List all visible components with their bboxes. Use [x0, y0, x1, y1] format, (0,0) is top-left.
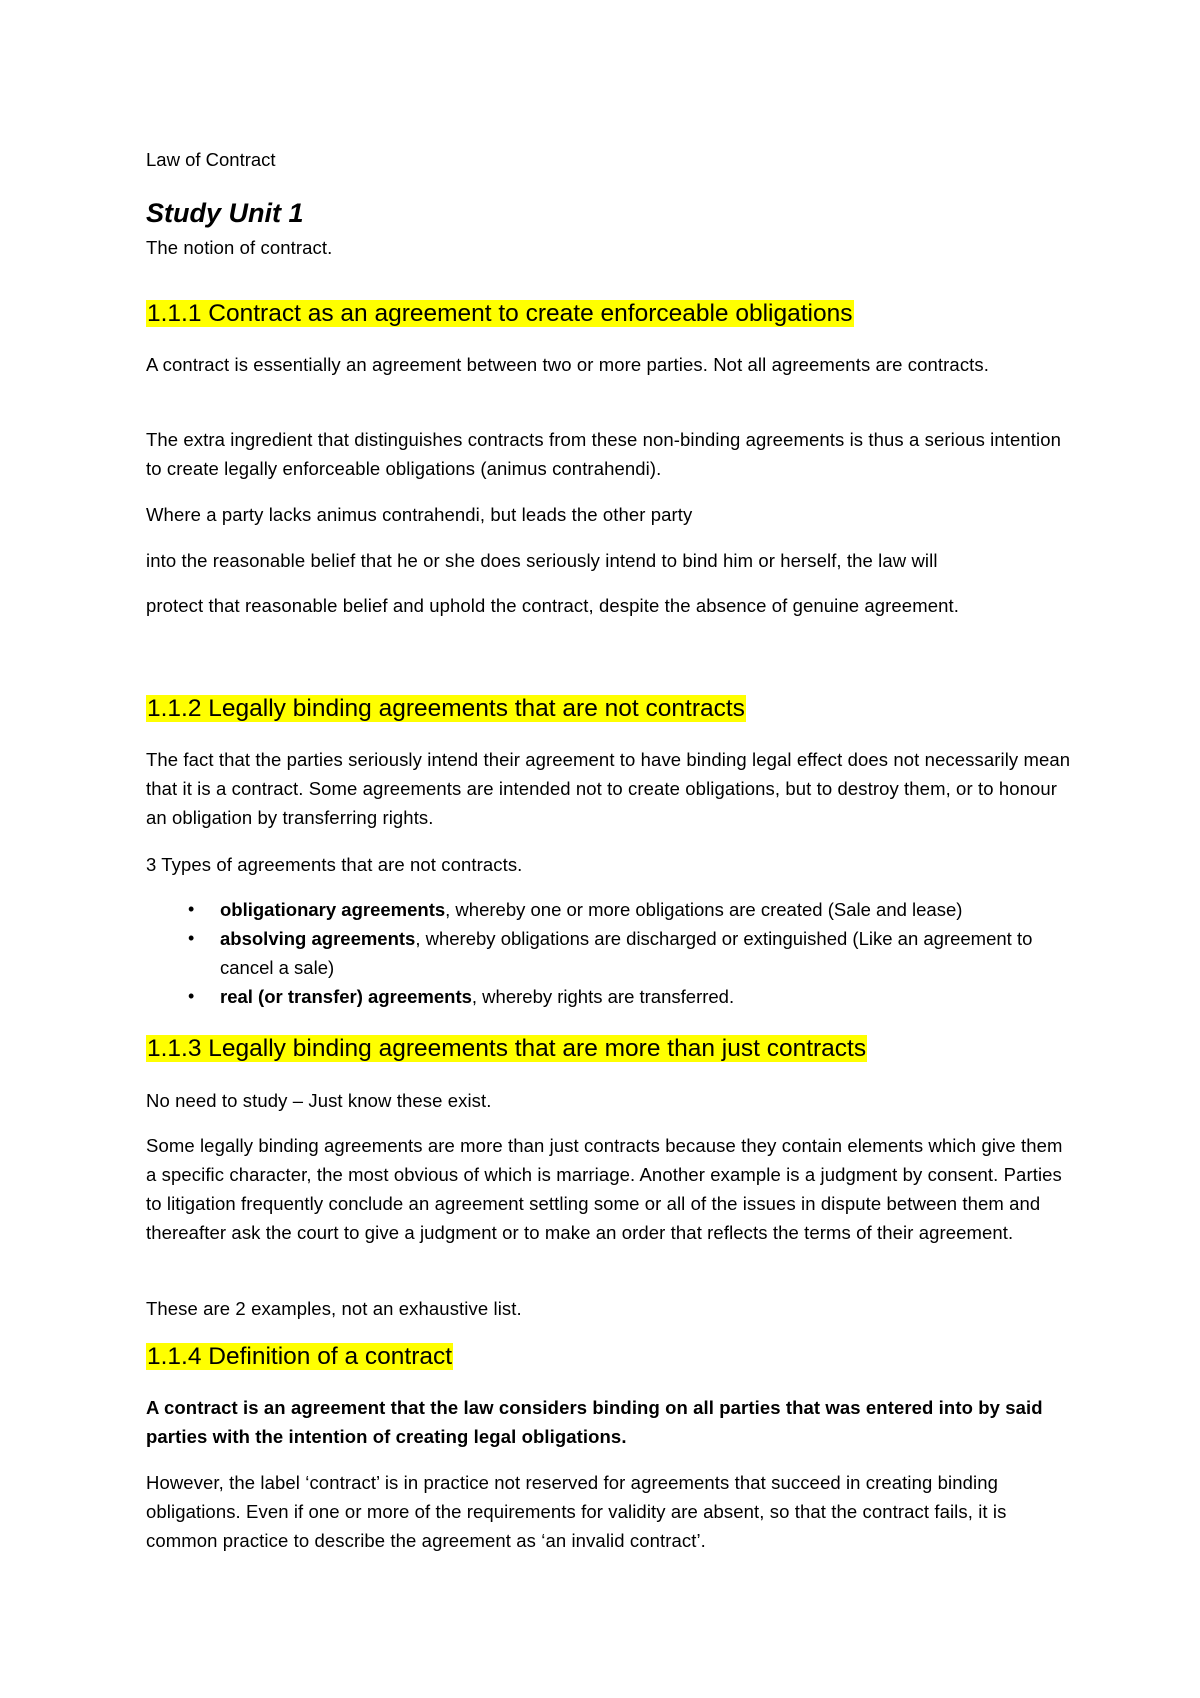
unit-title: Study Unit 1	[146, 198, 304, 228]
heading-highlight: 1.1.4 Definition of a contract	[147, 1343, 453, 1370]
bullet-term: real (or transfer) agreements	[220, 986, 472, 1007]
bullet-text: , whereby rights are transferred.	[471, 986, 735, 1007]
paragraph: The fact that the parties seriously intend their agreement to have binding legal effect does not necessarily mean that it is a contract. Some agreements are intended not to create obligations, but to destroy them, or to honour an obligation by transferring rights.	[146, 749, 1071, 828]
subtitle: The notion of contract.	[146, 237, 333, 258]
bullet-icon: •	[188, 899, 195, 919]
paragraph: However, the label ‘contract’ is in practice not reserved for agreements that succeed in creating binding obligations. Even if one or more of the requirements for validity are absent, so that the contract fails, it is common practice to describe the agreement as ‘an invalid contract’.	[146, 1472, 1007, 1551]
section-heading-1-1-1	[146, 297, 1076, 331]
bullet-text: , whereby one or more obligations are created (Sale and lease)	[445, 899, 963, 920]
paragraph: No need to study – Just know these exist.	[146, 1090, 492, 1111]
list-item	[146, 895, 1076, 924]
section-heading-1-1-3	[146, 1032, 1076, 1066]
heading-highlight: 1.1.1 Contract as an agreement to create enforceable obligations	[147, 300, 853, 327]
paragraph: Some legally binding agreements are more than just contracts because they contain elements which give them a specific character, the most obvious of which is marriage. Another example is a judgment by consent. Parties to litigation frequently conclude an agreement settling some or all of the issues in dispute between them and thereafter ask the court to give a judgment or to make an order that reflects the terms of their agreement.	[146, 1135, 1063, 1243]
bullet-icon: •	[188, 928, 195, 948]
paragraph: protect that reasonable belief and uphold the contract, despite the absence of genuine agreement.	[146, 595, 959, 616]
document-title: Law of Contract	[146, 149, 276, 170]
list-item	[146, 982, 1076, 1011]
bullet-term: absolving agreements	[220, 928, 416, 949]
bullet-icon: •	[188, 986, 195, 1006]
paragraph: 3 Types of agreements that are not contracts.	[146, 854, 523, 875]
heading-highlight: 1.1.3 Legally binding agreements that are more than just contracts	[147, 1035, 867, 1062]
bullet-list	[146, 895, 1076, 1011]
paragraph: Where a party lacks animus contrahendi, but leads the other party	[146, 504, 693, 525]
heading-highlight: 1.1.2 Legally binding agreements that are not contracts	[147, 695, 745, 722]
section-heading-1-1-2	[146, 692, 1076, 726]
bullet-term: obligationary agreements	[220, 899, 446, 920]
paragraph: into the reasonable belief that he or she does seriously intend to bind him or herself, the law will	[146, 550, 938, 571]
list-item	[146, 924, 1076, 982]
section-heading-1-1-4	[146, 1340, 1076, 1374]
paragraph: A contract is essentially an agreement between two or more parties. Not all agreements are contracts.	[146, 354, 990, 375]
bullet-text: , whereby obligations are discharged or extinguished (Like an agreement to cancel a sale)	[220, 928, 1033, 978]
definition-paragraph: A contract is an agreement that the law considers binding on all parties that was entered into by said parties with the intention of creating legal obligations.	[146, 1397, 1043, 1447]
paragraph: The extra ingredient that distinguishes contracts from these non-binding agreements is thus a serious intention to create legally enforceable obligations (animus contrahendi).	[146, 429, 1062, 479]
paragraph: These are 2 examples, not an exhaustive list.	[146, 1298, 522, 1319]
